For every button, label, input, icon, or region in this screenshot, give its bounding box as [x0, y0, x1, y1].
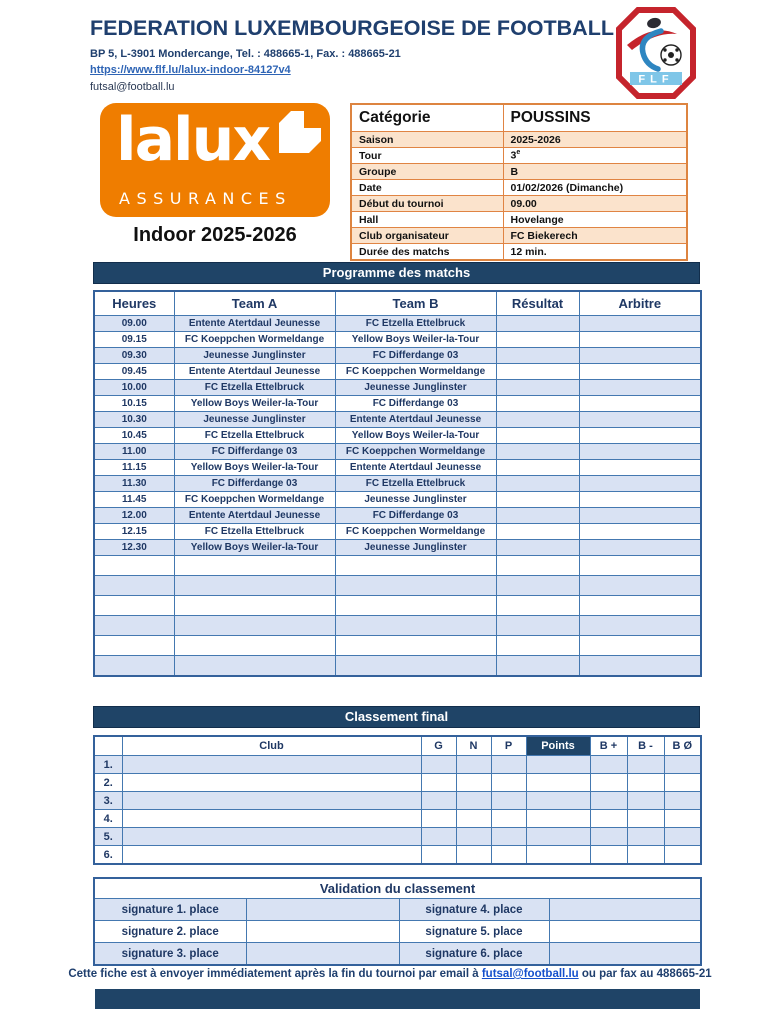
match-row [94, 508, 701, 524]
match-result-cell [496, 524, 579, 540]
match-referee-cell [579, 396, 701, 412]
info-label: Saison [351, 132, 503, 148]
match-team-b-cell: FC Differdange 03 [335, 396, 496, 412]
match-time-cell: 11.00 [94, 444, 174, 460]
stat-cell [526, 810, 590, 828]
club-cell [122, 792, 421, 810]
match-team-a-cell: Entente Atertdaul Jeunesse [174, 316, 335, 332]
standings-col-header: B - [627, 736, 664, 756]
match-result-cell [496, 616, 579, 636]
match-team-b-cell: Yellow Boys Weiler-la-Tour [335, 332, 496, 348]
empty-match-row [94, 656, 701, 677]
standings-row [94, 792, 701, 810]
standings-row [94, 828, 701, 846]
stat-cell [627, 846, 664, 865]
info-label: Début du tournoi [351, 196, 503, 212]
match-row [94, 492, 701, 508]
match-row [94, 332, 701, 348]
edition-title: Indoor 2025-2026 [133, 224, 297, 246]
match-referee-cell [579, 596, 701, 616]
lalux-corner-icon [279, 111, 321, 153]
match-row [94, 460, 701, 476]
match-time-cell: 09.15 [94, 332, 174, 348]
match-team-b-cell: FC Differdange 03 [335, 348, 496, 364]
stat-cell [627, 792, 664, 810]
match-row [94, 316, 701, 332]
match-referee-cell [579, 508, 701, 524]
match-time-cell [94, 616, 174, 636]
stat-cell [421, 774, 456, 792]
flf-badge-label: FLF [638, 73, 674, 86]
standings-row [94, 756, 701, 774]
empty-match-row [94, 556, 701, 576]
schedule-col-header: Arbitre [579, 291, 701, 316]
flf-logo [615, 6, 697, 102]
standings-col-header: B + [590, 736, 627, 756]
standings-col-header: Club [122, 736, 421, 756]
info-label: Durée des matchs [351, 244, 503, 261]
stat-cell [590, 756, 627, 774]
stat-cell [491, 774, 526, 792]
stat-cell [627, 756, 664, 774]
club-cell [122, 810, 421, 828]
stat-cell [590, 828, 627, 846]
standings-col-header: Points [526, 736, 590, 756]
info-row [351, 196, 687, 212]
stat-cell [590, 792, 627, 810]
info-label: Hall [351, 212, 503, 228]
info-row [351, 164, 687, 180]
stat-cell [456, 792, 491, 810]
signature-label-cell: signature 4. place [399, 899, 549, 921]
validation-title-row [94, 878, 701, 899]
match-row [94, 524, 701, 540]
match-team-a-cell: FC Koeppchen Wormeldange [174, 332, 335, 348]
match-team-b-cell [335, 596, 496, 616]
match-team-b-cell: Jeunesse Junglinster [335, 492, 496, 508]
schedule-banner [93, 262, 700, 284]
match-team-b-cell: FC Koeppchen Wormeldange [335, 444, 496, 460]
signature-row [94, 899, 701, 921]
standings-banner [93, 706, 700, 728]
match-team-b-cell [335, 656, 496, 677]
info-value: POUSSINS [503, 104, 687, 132]
match-referee-cell [579, 348, 701, 364]
match-result-cell [496, 656, 579, 677]
validation-title: Validation du classement [94, 878, 701, 899]
match-team-a-cell [174, 576, 335, 596]
match-row [94, 380, 701, 396]
match-result-cell [496, 556, 579, 576]
lalux-logo-subtext: ASSURANCES [119, 189, 292, 208]
match-result-cell [496, 348, 579, 364]
match-team-a-cell [174, 636, 335, 656]
match-team-a-cell: Yellow Boys Weiler-la-Tour [174, 396, 335, 412]
standings-col-header [94, 736, 122, 756]
stat-cell [664, 828, 701, 846]
match-time-cell [94, 636, 174, 656]
match-result-cell [496, 428, 579, 444]
match-time-cell: 12.00 [94, 508, 174, 524]
stat-cell [491, 828, 526, 846]
signature-label-cell: signature 3. place [94, 943, 246, 966]
match-row [94, 540, 701, 556]
rank-cell: 6. [94, 846, 122, 865]
rank-cell: 1. [94, 756, 122, 774]
match-team-a-cell: FC Koeppchen Wormeldange [174, 492, 335, 508]
stat-cell [491, 756, 526, 774]
flf-badge-icon [615, 6, 697, 102]
club-cell [122, 774, 421, 792]
signature-row [94, 921, 701, 943]
page-title: FEDERATION LUXEMBOURGEOISE DE FOOTBALL [90, 16, 614, 40]
standings-col-header: B Ø [664, 736, 701, 756]
match-time-cell: 11.30 [94, 476, 174, 492]
info-value: 09.00 [503, 196, 687, 212]
signature-row [94, 943, 701, 966]
match-team-b-cell: FC Etzella Ettelbruck [335, 316, 496, 332]
match-team-a-cell: FC Differdange 03 [174, 444, 335, 460]
match-referee-cell [579, 636, 701, 656]
match-time-cell: 09.30 [94, 348, 174, 364]
match-team-b-cell [335, 576, 496, 596]
match-time-cell [94, 596, 174, 616]
match-team-b-cell: Jeunesse Junglinster [335, 380, 496, 396]
signature-label-cell: signature 1. place [94, 899, 246, 921]
stat-cell [526, 792, 590, 810]
match-result-cell [496, 316, 579, 332]
club-cell [122, 846, 421, 865]
stat-cell [526, 756, 590, 774]
signature-label-cell: signature 2. place [94, 921, 246, 943]
stat-cell [456, 828, 491, 846]
match-team-a-cell: Jeunesse Junglinster [174, 348, 335, 364]
signature-blank-cell [549, 943, 701, 966]
stat-cell [664, 810, 701, 828]
match-referee-cell [579, 444, 701, 460]
lalux-logo [100, 103, 330, 217]
match-result-cell [496, 576, 579, 596]
match-row [94, 444, 701, 460]
match-result-cell [496, 596, 579, 616]
match-referee-cell [579, 492, 701, 508]
match-referee-cell [579, 364, 701, 380]
stat-cell [664, 774, 701, 792]
match-referee-cell [579, 332, 701, 348]
stat-cell [421, 756, 456, 774]
info-row [351, 244, 687, 261]
stat-cell [491, 846, 526, 865]
match-time-cell: 12.15 [94, 524, 174, 540]
match-result-cell [496, 332, 579, 348]
match-referee-cell [579, 460, 701, 476]
club-cell [122, 756, 421, 774]
schedule-header-row [94, 291, 701, 316]
match-team-b-cell [335, 556, 496, 576]
stat-cell [421, 810, 456, 828]
match-referee-cell [579, 524, 701, 540]
match-team-a-cell [174, 656, 335, 677]
info-value: 2025-2026 [503, 132, 687, 148]
info-label: Club organisateur [351, 228, 503, 244]
info-label: Catégorie [351, 104, 503, 132]
standings-row [94, 846, 701, 865]
stat-cell [590, 774, 627, 792]
match-team-b-cell: Entente Atertdaul Jeunesse [335, 412, 496, 428]
standings-col-header: G [421, 736, 456, 756]
match-result-cell [496, 492, 579, 508]
schedule-col-header: Heures [94, 291, 174, 316]
info-value: 01/02/2026 (Dimanche) [503, 180, 687, 196]
schedule-col-header: Résultat [496, 291, 579, 316]
stat-cell [526, 828, 590, 846]
standings-row [94, 810, 701, 828]
match-result-cell [496, 540, 579, 556]
stat-cell [664, 792, 701, 810]
match-team-a-cell [174, 596, 335, 616]
match-time-cell: 09.45 [94, 364, 174, 380]
match-referee-cell [579, 540, 701, 556]
stat-cell [664, 846, 701, 865]
match-time-cell: 10.45 [94, 428, 174, 444]
match-team-a-cell: Yellow Boys Weiler-la-Tour [174, 540, 335, 556]
standings-banner-label: Classement final [344, 709, 449, 724]
footer-note-suffix: ou par fax au 488665-21 [578, 968, 712, 980]
match-team-b-cell: Jeunesse Junglinster [335, 540, 496, 556]
footer-email-link[interactable]: futsal@football.lu [481, 968, 579, 980]
match-team-a-cell: FC Etzella Ettelbruck [174, 524, 335, 540]
match-team-b-cell: FC Differdange 03 [335, 508, 496, 524]
match-referee-cell [579, 316, 701, 332]
signature-label-cell: signature 6. place [399, 943, 549, 966]
empty-match-row [94, 576, 701, 596]
info-row [351, 104, 687, 132]
match-result-cell [496, 364, 579, 380]
rank-cell: 5. [94, 828, 122, 846]
schedule-banner-label: Programme des matchs [322, 265, 471, 280]
website-link[interactable]: https://www.flf.lu/lalux-indoor-84127v4 [90, 64, 291, 76]
info-row [351, 148, 687, 164]
stat-cell [421, 846, 456, 865]
stat-cell [456, 810, 491, 828]
info-label: Date [351, 180, 503, 196]
info-label: Tour [351, 148, 503, 164]
signature-blank-cell [246, 899, 399, 921]
match-time-cell: 10.00 [94, 380, 174, 396]
rank-cell: 2. [94, 774, 122, 792]
info-value: Hovelange [503, 212, 687, 228]
tournament-info-table [350, 103, 688, 261]
bottom-bar [95, 989, 700, 1009]
signature-blank-cell [246, 943, 399, 966]
match-time-cell: 12.30 [94, 540, 174, 556]
stat-cell [491, 810, 526, 828]
rank-cell: 4. [94, 810, 122, 828]
match-time-cell [94, 556, 174, 576]
empty-match-row [94, 596, 701, 616]
match-time-cell: 10.30 [94, 412, 174, 428]
match-referee-cell [579, 476, 701, 492]
match-row [94, 348, 701, 364]
match-time-cell: 11.45 [94, 492, 174, 508]
match-time-cell: 10.15 [94, 396, 174, 412]
rank-cell: 3. [94, 792, 122, 810]
schedule-col-header: Team B [335, 291, 496, 316]
standings-col-header: N [456, 736, 491, 756]
match-time-cell: 11.15 [94, 460, 174, 476]
stat-cell [627, 774, 664, 792]
match-referee-cell [579, 380, 701, 396]
address-line: BP 5, L-3901 Mondercange, Tel. : 488665-1, Fax. : 488665-21 [90, 48, 401, 60]
footer-note [0, 968, 780, 980]
match-result-cell [496, 508, 579, 524]
match-row [94, 412, 701, 428]
match-team-b-cell: FC Koeppchen Wormeldange [335, 524, 496, 540]
match-result-cell [496, 476, 579, 492]
match-row [94, 364, 701, 380]
standings-row [94, 774, 701, 792]
info-value: 3e [503, 148, 687, 164]
match-referee-cell [579, 556, 701, 576]
match-referee-cell [579, 412, 701, 428]
match-result-cell [496, 460, 579, 476]
info-row [351, 180, 687, 196]
match-result-cell [496, 412, 579, 428]
match-team-b-cell: FC Etzella Ettelbruck [335, 476, 496, 492]
footer-note-prefix: Cette fiche est à envoyer immédiatement après la fin du tournoi par email à [68, 968, 482, 980]
info-row [351, 228, 687, 244]
match-result-cell [496, 444, 579, 460]
document-header [90, 16, 614, 93]
match-referee-cell [579, 428, 701, 444]
match-team-a-cell [174, 616, 335, 636]
standings-col-header: P [491, 736, 526, 756]
email-text: futsal@football.lu [90, 81, 175, 93]
match-row [94, 396, 701, 412]
match-team-b-cell: Entente Atertdaul Jeunesse [335, 460, 496, 476]
info-value: B [503, 164, 687, 180]
stat-cell [664, 756, 701, 774]
match-team-a-cell [174, 556, 335, 576]
match-time-cell [94, 576, 174, 596]
stat-cell [590, 810, 627, 828]
match-team-a-cell: Yellow Boys Weiler-la-Tour [174, 460, 335, 476]
empty-match-row [94, 616, 701, 636]
stat-cell [456, 756, 491, 774]
info-row [351, 212, 687, 228]
stat-cell [456, 774, 491, 792]
stat-cell [526, 774, 590, 792]
stat-cell [590, 846, 627, 865]
match-team-b-cell [335, 636, 496, 656]
match-team-a-cell: FC Etzella Ettelbruck [174, 428, 335, 444]
stat-cell [456, 846, 491, 865]
match-team-b-cell [335, 616, 496, 636]
match-row [94, 476, 701, 492]
lalux-logo-text: lalux [116, 105, 270, 175]
signature-blank-cell [246, 921, 399, 943]
match-team-b-cell: FC Koeppchen Wormeldange [335, 364, 496, 380]
info-value: 12 min. [503, 244, 687, 261]
empty-match-row [94, 636, 701, 656]
match-team-a-cell: Jeunesse Junglinster [174, 412, 335, 428]
match-team-a-cell: FC Etzella Ettelbruck [174, 380, 335, 396]
stat-cell [627, 810, 664, 828]
stat-cell [491, 792, 526, 810]
match-result-cell [496, 380, 579, 396]
info-label: Groupe [351, 164, 503, 180]
match-result-cell [496, 636, 579, 656]
stat-cell [627, 828, 664, 846]
info-row [351, 132, 687, 148]
match-time-cell: 09.00 [94, 316, 174, 332]
signature-blank-cell [549, 921, 701, 943]
match-team-a-cell: FC Differdange 03 [174, 476, 335, 492]
standings-table [93, 735, 702, 865]
stat-cell [526, 846, 590, 865]
stat-cell [421, 828, 456, 846]
signature-label-cell: signature 5. place [399, 921, 549, 943]
match-team-a-cell: Entente Atertdaul Jeunesse [174, 508, 335, 524]
stat-cell [421, 792, 456, 810]
match-referee-cell [579, 616, 701, 636]
match-team-b-cell: Yellow Boys Weiler-la-Tour [335, 428, 496, 444]
match-row [94, 428, 701, 444]
match-referee-cell [579, 656, 701, 677]
schedule-table [93, 290, 702, 677]
signature-blank-cell [549, 899, 701, 921]
match-time-cell [94, 656, 174, 677]
match-team-a-cell: Entente Atertdaul Jeunesse [174, 364, 335, 380]
match-result-cell [496, 396, 579, 412]
standings-header-row [94, 736, 701, 756]
schedule-col-header: Team A [174, 291, 335, 316]
match-referee-cell [579, 576, 701, 596]
info-value: FC Biekerech [503, 228, 687, 244]
validation-table [93, 877, 702, 966]
club-cell [122, 828, 421, 846]
